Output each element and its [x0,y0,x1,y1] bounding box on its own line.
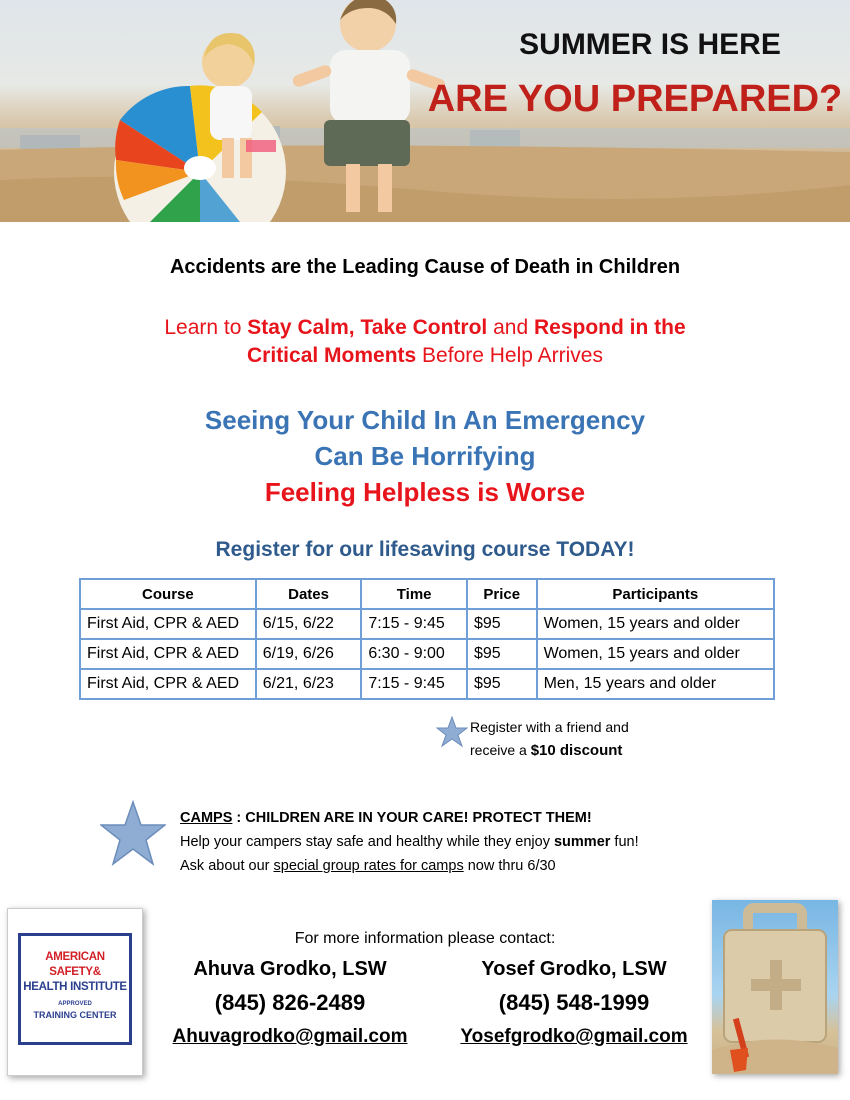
camps-heading-text: : CHILDREN ARE IN YOUR CARE! PROTECT THEM! [232,810,592,826]
table-cell: First Aid, CPR & AED [80,639,256,669]
discount-note [470,716,629,762]
table-row [80,669,774,699]
contact-email-link[interactable]: Yosefgrodko@gmail.com [460,1026,688,1047]
table-cell: 6/19, 6/26 [256,639,362,669]
table-cell: Women, 15 years and older [537,609,774,639]
logo-frame [18,933,132,1045]
logo-line2: HEALTH INSTITUTE [23,981,127,993]
table-cell: First Aid, CPR & AED [80,609,256,639]
learn-text-1: Learn to [164,316,248,339]
contact-intro: For more information please contact: [294,930,556,947]
contact-name: Yosef Grodko, LSW [481,958,667,980]
learn-bold-1: Stay Calm, Take Control [247,316,488,339]
emergency-line1: Seeing Your Child In An Emergency [204,405,646,435]
camps-heading [180,806,639,830]
discount-line2 [470,739,629,762]
table-row [80,609,774,639]
learn-paragraph [0,314,850,370]
table-cell: Men, 15 years and older [537,669,774,699]
beach-ball-icon [114,85,286,222]
camps-label: CAMPS [180,810,233,826]
column-header: Participants [537,579,774,609]
table-cell: $95 [467,669,537,699]
camps-line3-a: Ask about our [180,858,274,874]
camps-line2 [180,830,639,854]
table-cell: 6/15, 6/22 [256,609,362,639]
learn-bold-2: Respond in the [533,316,686,339]
contact-name: Ahuva Grodko, LSW [193,958,387,980]
learn-text-3: Before Help Arrives [416,344,603,367]
contact-card [150,954,430,1052]
emergency-message [0,402,850,510]
contact-email-link[interactable]: Ahuvagrodko@gmail.com [172,1026,408,1047]
camps-line2-bold: summer [553,834,611,850]
contact-phone[interactable]: (845) 826-2489 [214,990,366,1015]
camps-line3 [180,854,639,878]
camps-line2-a: Help your campers stay safe and healthy while they enjoy [180,834,554,850]
discount-line1: Register with a friend and [470,719,629,735]
emergency-line3: Feeling Helpless is Worse [264,477,586,507]
star-icon [100,800,166,866]
learn-text-2: and [487,316,534,339]
emergency-line2: Can Be Horrifying [314,441,536,471]
discount-amount: $10 discount [530,742,623,759]
camps-section [180,806,639,878]
column-header: Dates [256,579,362,609]
camps-line3-b: now thru 6/30 [463,858,556,874]
logo-line3: APPROVED [58,1001,92,1007]
learn-bold-3: Critical Moments [247,344,417,367]
logo-line4: TRAINING CENTER [33,1010,117,1020]
table-cell: 6:30 - 9:00 [361,639,467,669]
star-icon [436,716,468,748]
table-cell: First Aid, CPR & AED [80,669,256,699]
course-schedule-table [79,578,775,700]
sand-first-aid-kit-image [712,900,838,1074]
table-cell: $95 [467,639,537,669]
discount-prefix: receive a [470,742,531,758]
table-cell: 6/21, 6/23 [256,669,362,699]
column-header: Price [467,579,537,609]
column-header: Course [80,579,256,609]
camps-group-rates: special group rates for camps [273,858,464,874]
table-cell: $95 [467,609,537,639]
table-cell: 7:15 - 9:45 [361,669,467,699]
camps-line2-b: fun! [610,834,639,850]
headline: Accidents are the Leading Cause of Death in Children [169,256,681,278]
contact-card [436,954,712,1052]
hero-banner [0,0,850,222]
table-cell: 7:15 - 9:45 [361,609,467,639]
register-heading: Register for our lifesaving course TODAY! [215,538,635,561]
column-header: Time [361,579,467,609]
hero-title-line1: SUMMER IS HERE [519,28,781,61]
table-header-row [80,579,774,609]
contact-phone[interactable]: (845) 548-1999 [498,990,650,1015]
hero-title-line2: ARE YOU PREPARED? [427,78,843,120]
first-aid-kit-icon [712,900,838,1074]
table-cell: Women, 15 years and older [537,639,774,669]
table-row [80,639,774,669]
logo-line1: AMERICAN SAFETY& [45,951,105,978]
